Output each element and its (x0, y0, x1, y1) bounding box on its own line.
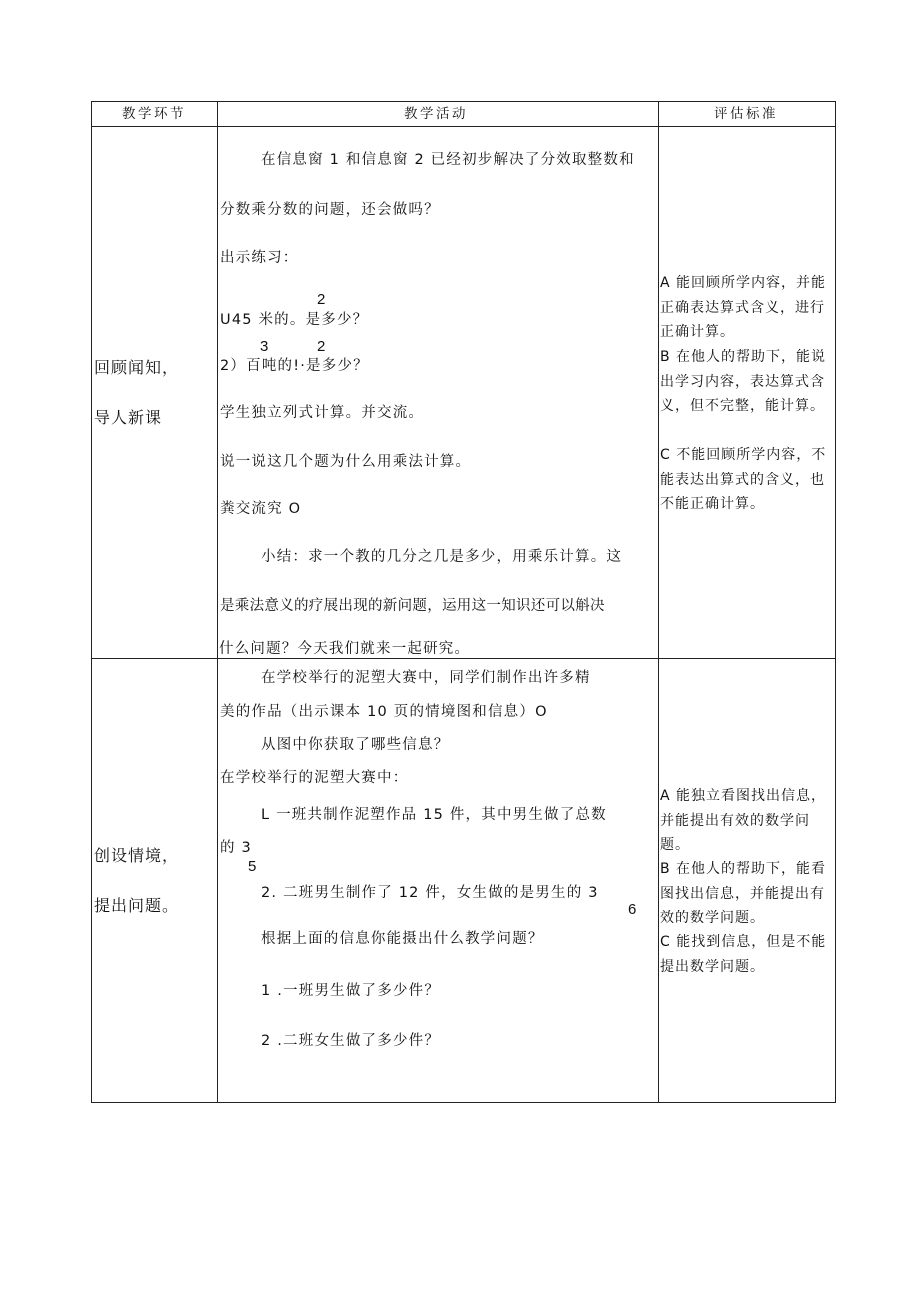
header-divider (92, 126, 835, 127)
scenario-context: 在学校举行的泥塑大赛中： (220, 770, 409, 786)
activity-why: 说一说这几个题为什么用乘法计算。 (220, 454, 472, 470)
summary-line2: 是乘法意义的疗展出现的新问题，运用这一知识还可以斛决 (220, 598, 605, 614)
summary-clip (219, 639, 657, 656)
problem-1: 1 .一班男生做了多少件？ (261, 983, 441, 999)
scenario-criteria-c: C 能找到信息，但是不能提出数学问题。 (660, 934, 827, 975)
info-item-2-denominator: 6 (628, 901, 637, 918)
info-item-2: 2. 二班男生制作了 12 件，女生做的是男生的 3 (261, 885, 599, 901)
header-stage: 教学环节 (122, 106, 186, 122)
stage-scenario-line1: 创设情境， (94, 846, 180, 865)
exercise1: U45 米的。是多少？ (220, 312, 369, 328)
scenario-question: 从图中你获取了哪些信息？ (261, 737, 450, 753)
problem-2: 2 .二班女生做了多少件？ (261, 1033, 441, 1049)
ask-questions: 根据上面的信息你能摄出什么教学问题？ (261, 931, 544, 947)
stage-review-line2: 导人新课 (94, 408, 163, 427)
column-divider (217, 102, 218, 1102)
scenario-intro-line2: 美的作品（出示课本 10 页的情境图和信息）O (220, 704, 548, 720)
info-item-1-denominator: 5 (248, 858, 257, 875)
stage-review-line1: 回顾闻知， (94, 358, 180, 377)
row-divider (92, 658, 835, 659)
exercise2-number-a: 3 (260, 338, 269, 355)
activity-calc: 学生独立列式计算。并交流。 (220, 405, 425, 421)
stage-scenario-line2: 提出问题。 (94, 896, 180, 915)
exercise2-number-b: 2 (317, 338, 326, 355)
exercise1-numerator: 2 (317, 291, 326, 308)
review-intro-line2: 分数乘分数的问题，还会做吗？ (220, 202, 440, 218)
header-criteria: 评估标准 (714, 106, 778, 122)
review-intro-line1: 在信息窗 1 和信息窗 2 已经初步解决了分效取整数和 (261, 152, 635, 168)
activity-discuss: 粪交流究 O (220, 501, 302, 517)
review-criteria-b: B 在他人的帮助下，能说出学习内容，表达算式含义，但不完整，能计算。 (660, 349, 827, 414)
info-item-1: L 一班共制作泥塑作品 15 件，其中男生做了总数 (261, 807, 607, 823)
review-criteria-c: C 不能回顾所学内容，不能表达出算式的含义，也不能正确计算。 (660, 447, 827, 512)
header-activity: 教学活动 (404, 106, 468, 122)
exercise2: 2）百吨的!·是多少？ (220, 358, 369, 374)
summary-line3: 什么问题？今天我们就来一起研究。 (219, 641, 471, 656)
review-criteria-a: A 能回顾所学内容，并能正确表达算式含义，进行正确计算。 (660, 275, 827, 340)
lesson-plan-table (91, 101, 836, 1103)
scenario-intro-line1: 在学校举行的泥塑大赛中，同学们制作出许多精 (261, 670, 591, 686)
exercise-label: 出示练习： (220, 250, 299, 266)
scenario-criteria-a: A 能独立看图找出信息，并能提出有效的数学问题。 (660, 788, 827, 853)
info-item-1-cont: 的 3 (220, 840, 252, 856)
column-divider (658, 102, 659, 1102)
scenario-criteria-b: B 在他人的帮助下，能看图找出信息，并能提出有效的数学问题。 (660, 861, 827, 926)
summary-line1: 小结：求一个教的几分之几是多少，用乘乐计算。这 (261, 549, 623, 565)
